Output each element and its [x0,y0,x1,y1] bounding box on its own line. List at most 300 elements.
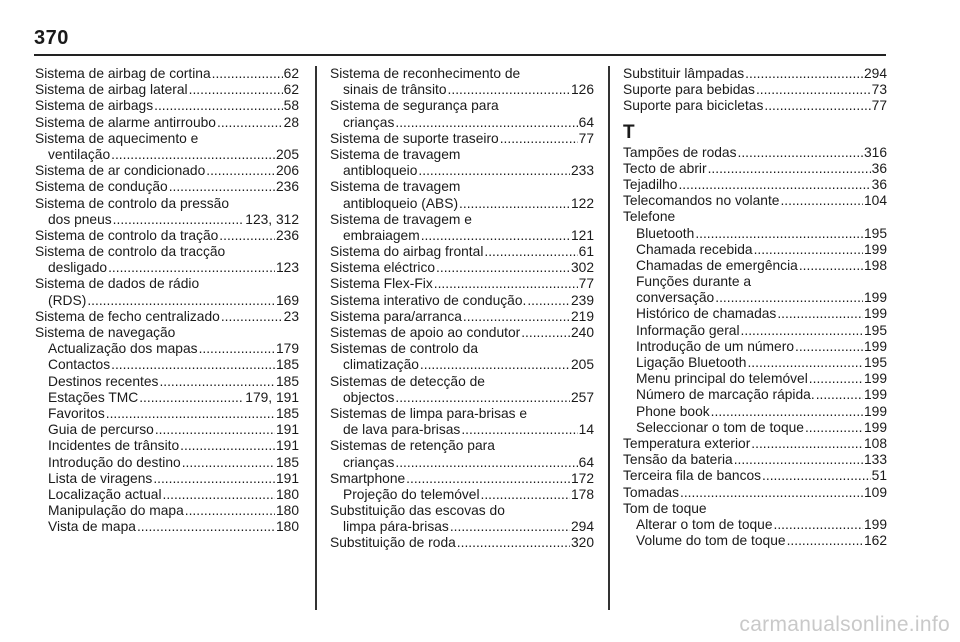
index-entry [35,357,299,373]
entry-term: Sistema de controlo da pressão [35,195,230,211]
entry-term: crianças [343,114,395,130]
dot-leader [764,98,870,114]
entry-page-ref: 123 [275,260,299,276]
dot-leader [708,161,871,177]
index-entry [35,212,299,228]
entry-page-ref: 77 [871,98,887,114]
entry-term: Sistema de navegação [35,325,176,340]
entry-page-ref: 23 [283,308,299,324]
entry-page-ref: 236 [275,179,299,195]
entry-term: Substituir lâmpadas [623,66,745,81]
index-entry [623,66,887,82]
entry-term: Sistema de airbags [35,98,154,114]
entry-term: Sistemas de apoio ao condutor [330,325,521,340]
entry-page-ref: 133 [863,452,887,468]
entry-page-ref: 14 [578,422,594,438]
dot-leader [153,471,275,487]
dot-leader [111,357,275,373]
entry-page-ref: 64 [578,454,594,470]
entry-page-ref: 36 [871,176,887,192]
index-entry [623,404,887,420]
index-heading [35,325,299,341]
entry-term: Sistema Flex-Fix [330,276,433,292]
entry-term: Sistema de travagem e [330,211,472,227]
entry-page-ref: 108 [863,435,887,451]
entry-page-ref: 77 [578,276,594,292]
index-entry [623,420,887,436]
entry-term: Menu principal do telemóvel [636,371,808,387]
entry-page-ref: 198 [863,257,887,273]
entry-page-ref: 126 [570,82,594,98]
column-divider [315,66,317,610]
entry-page-ref: 195 [863,322,887,338]
index-entry [35,341,299,357]
dot-leader [185,503,275,519]
dot-leader [420,357,570,373]
dot-leader [406,471,570,487]
entry-term: Sistemas de controlo da [330,341,479,357]
dot-leader [459,196,570,212]
dot-leader [777,306,863,322]
entry-term: Telecomandos no volante [623,193,780,209]
dot-leader [169,179,275,195]
entry-page-ref: 199 [863,419,887,435]
entry-term: ventilação [48,146,111,162]
index-entry [623,145,887,161]
index-entry [35,471,299,487]
entry-page-ref: 191 [275,470,299,486]
index-entry [330,131,594,147]
index-heading [330,179,594,195]
entry-page-ref: 172 [570,470,594,486]
entry-page-ref: 73 [871,82,887,98]
dot-leader [816,387,863,403]
index-entry [330,471,594,487]
entry-term: Sistema de dados de rádio [35,276,200,292]
entry-term: Actualização dos mapas [48,341,198,357]
entry-term: Sistema de controlo da tracção [35,244,226,260]
dot-leader [747,355,863,371]
entry-page-ref: 104 [863,193,887,209]
entry-page-ref: 219 [570,308,594,324]
entry-term: dos pneus [48,211,112,227]
entry-term: Volume do tom de toque [636,533,786,549]
dot-leader [715,290,863,306]
entry-page-ref: 199 [863,338,887,354]
entry-page-ref: 180 [275,519,299,535]
entry-term: Sistema de airbag lateral [35,82,188,98]
index-column-1 [35,66,299,535]
entry-term: Incidentes de trânsito [48,438,180,454]
dot-leader [484,244,577,260]
index-entry [35,487,299,503]
entry-page-ref: 205 [570,357,594,373]
entry-term: Favoritos [48,405,105,421]
index-entry [330,82,594,98]
entry-page-ref: 36 [871,160,887,176]
entry-term: sinais de trânsito [343,82,447,98]
dot-leader [751,436,863,452]
entry-page-ref: 199 [863,371,887,387]
entry-term: de lava para-brisas [343,422,461,438]
entry-term: Tom de toque [623,500,707,516]
entry-page-ref: 206 [275,163,299,179]
entry-term: limpa pára-brisas [343,519,449,535]
index-entry [623,387,887,403]
entry-term: Suporte para bebidas [623,82,755,98]
index-entry [623,517,887,533]
index-column-3 [623,66,887,549]
page-number: 370 [34,27,69,49]
dot-leader [754,242,863,258]
entry-term: embraiagem [343,227,420,243]
entry-term: Bluetooth [636,225,695,241]
dot-leader [809,371,863,387]
dot-leader [450,519,570,535]
entry-term: Sistema de alarme antirroubo [35,114,216,130]
index-entry [35,115,299,131]
dot-leader [395,115,577,131]
index-heading [330,503,594,519]
dot-leader [212,66,283,82]
index-entry [35,179,299,195]
entry-term: objectos [343,389,395,405]
index-entry [35,163,299,179]
index-heading [330,147,594,163]
index-entry [35,147,299,163]
entry-page-ref: 180 [275,486,299,502]
index-entry [35,374,299,390]
entry-term: Sistemas de retenção para [330,438,495,454]
entry-page-ref: 320 [570,535,594,551]
entry-term: Sistema de aquecimento e [35,130,199,146]
dot-leader [154,98,283,114]
index-entry [35,66,299,82]
entry-term: Vista de mapa [48,519,136,535]
dot-leader [137,519,275,535]
entry-term: Lista de viragens [48,470,153,486]
entry-term: Sistema de segurança para [330,98,499,114]
dot-leader [745,66,863,82]
dot-leader [395,390,570,406]
dot-leader [199,341,275,357]
entry-page-ref: 199 [863,516,887,532]
index-heading [330,212,594,228]
index-entry [623,468,887,484]
entry-term: Sistema de travagem [330,146,461,162]
dot-leader [461,422,577,438]
dot-leader [695,226,863,242]
index-heading [35,244,299,260]
index-entry [623,98,887,114]
entry-page-ref: 199 [863,403,887,419]
entry-page-ref: 191 [275,438,299,454]
dot-leader [206,163,275,179]
dot-leader [139,390,244,406]
entry-page-ref: 302 [570,260,594,276]
dot-leader [448,82,570,98]
dot-leader [805,420,863,436]
index-entry [35,309,299,325]
entry-page-ref: 316 [863,144,887,160]
entry-page-ref: 233 [570,163,594,179]
entry-page-ref: 62 [283,66,299,81]
dot-leader [787,533,863,549]
index-heading [330,406,594,422]
entry-page-ref: 58 [283,98,299,114]
index-heading [623,501,887,517]
entry-term: Sistema interativo de condução. [330,292,527,308]
entry-term: Estações TMC [48,389,139,405]
index-entry [330,228,594,244]
entry-page-ref: 61 [578,244,594,260]
dot-leader [180,438,275,454]
entry-term: Tomadas [623,484,679,500]
entry-term: Contactos [48,357,111,373]
index-entry [623,82,887,98]
entry-page-ref: 185 [275,357,299,373]
dot-leader [711,404,863,420]
entry-page-ref: 64 [578,114,594,130]
entry-term: Sistema de controlo da tração [35,227,219,243]
index-entry [623,290,887,306]
dot-leader [217,115,283,131]
index-entry [623,161,887,177]
section-letter: T [623,121,635,143]
dot-leader [734,452,863,468]
entry-page-ref: 180 [275,503,299,519]
index-entry [35,422,299,438]
entry-page-ref: 294 [570,519,594,535]
dot-leader [113,212,245,228]
entry-page-ref: 195 [863,355,887,370]
index-entry [623,436,887,452]
index-entry [330,196,594,212]
index-entry [623,258,887,274]
dot-leader [108,260,275,276]
dot-leader [738,145,863,161]
entry-term: antibloqueio [343,163,418,179]
entry-page-ref: 179 [275,341,299,357]
entry-term: Projeção do telemóvel [343,486,480,502]
index-entry [330,115,594,131]
index-column-2 [330,66,594,552]
entry-term: Phone book [636,403,710,419]
dot-leader [741,323,863,339]
dot-leader [436,260,570,276]
index-entry [330,390,594,406]
index-entry [35,260,299,276]
dot-leader [106,406,275,422]
entry-term: Funções durante a [636,274,752,290]
entry-page-ref: 62 [283,82,299,98]
index-entry [35,82,299,98]
entry-term: Guia de percurso [48,422,154,438]
index-entry [623,339,887,355]
entry-page-ref: 199 [863,290,887,306]
index-entry [623,533,887,549]
entry-term: Telefone [623,209,676,225]
dot-leader [395,455,577,471]
entry-term: Sistema de suporte traseiro [330,130,499,146]
dot-leader [799,258,863,274]
entry-page-ref: 205 [275,146,299,162]
dot-leader [680,485,863,501]
index-entry [330,487,594,503]
index-entry [623,306,887,322]
entry-page-ref: 179, 191 [245,389,299,405]
dot-leader [762,468,871,484]
entry-term: Substituição das escovas do [330,503,505,519]
dot-leader [481,487,570,503]
entry-page-ref: 122 [570,195,594,211]
column-divider [608,66,610,610]
index-heading [623,209,887,225]
dot-leader [774,517,863,533]
dot-leader [418,163,570,179]
entry-term: Número de marcação rápida. [636,387,815,403]
dot-leader [182,455,275,471]
entry-term: Sistema de fecho centralizado [35,308,220,324]
entry-page-ref: 257 [570,389,594,405]
dot-leader [159,374,275,390]
index-heading [330,438,594,454]
dot-leader [189,82,283,98]
index-entry [35,293,299,309]
index-entry [623,323,887,339]
entry-term: antibloqueio (ABS) [343,195,459,211]
entry-term: Destinos recentes [48,373,159,389]
index-heading [330,341,594,357]
entry-term: Sistemas de limpa para-brisas e [330,405,528,421]
index-entry [330,163,594,179]
index-entry [330,422,594,438]
dot-leader [111,147,275,163]
entry-term: Sistema eléctrico [330,260,436,276]
index-entry [330,244,594,260]
entry-term: Introdução do destino [48,454,181,470]
dot-leader [219,228,275,244]
dot-leader [155,422,275,438]
entry-term: Sistema de travagem [330,179,461,195]
index-entry [623,452,887,468]
index-entry [330,519,594,535]
index-entry [330,309,594,325]
index-entry [35,438,299,454]
dot-leader [457,535,570,551]
index-entry [623,193,887,209]
entry-page-ref: 195 [863,225,887,241]
entry-term: Introdução de um número [636,338,794,354]
entry-page-ref: 199 [863,387,887,403]
entry-term: Sistema de reconhecimento de [330,66,521,81]
dot-leader [434,276,578,292]
index-heading [330,66,594,82]
entry-page-ref: 199 [863,306,887,322]
entry-page-ref: 51 [871,468,887,484]
index-entry [623,226,887,242]
entry-term: Sistemas de detecção de [330,373,485,389]
index-heading [35,131,299,147]
dot-leader [780,193,863,209]
entry-term: crianças [343,454,395,470]
index-entry [623,177,887,193]
index-entry [623,371,887,387]
entry-term: Sistema de airbag de cortina [35,66,211,81]
entry-term: Seleccionar o tom de toque [636,419,804,435]
entry-page-ref: 185 [275,373,299,389]
index-entry [623,485,887,501]
index-heading [330,98,594,114]
index-entry [35,228,299,244]
entry-page-ref: 185 [275,405,299,421]
entry-page-ref: 169 [275,292,299,308]
dot-leader [163,487,275,503]
index-heading [330,374,594,390]
entry-page-ref: 121 [570,227,594,243]
index-entry [330,455,594,471]
dot-leader [795,339,863,355]
index-entry [35,390,299,406]
dot-leader [521,325,570,341]
entry-term: Sistema de condução [35,179,168,195]
index-entry [623,355,887,371]
header-rule [34,54,886,56]
entry-term: Substituição de roda [330,535,456,551]
entry-page-ref: 191 [275,422,299,438]
entry-term: Chamadas de emergência [636,257,798,273]
entry-term: Sistema para/arranca [330,308,462,324]
entry-page-ref: 240 [570,325,594,340]
entry-page-ref: 123, 312 [245,211,299,227]
dot-leader [221,309,283,325]
index-entry [35,519,299,535]
entry-term: Histórico de chamadas [636,306,777,322]
entry-page-ref: 178 [570,486,594,502]
entry-term: Suporte para bicicletas [623,98,764,114]
entry-term: Ligação Bluetooth [636,355,747,370]
index-entry [330,276,594,292]
entry-term: Tampões de rodas [623,144,737,160]
entry-page-ref: 236 [275,227,299,243]
index-entry [330,325,594,341]
watermark: carmanualsonline.info [739,613,950,636]
dot-leader [500,131,578,147]
dot-leader [421,228,570,244]
entry-term: Manipulação do mapa [48,503,184,519]
dot-leader [756,82,871,98]
index-entry [623,242,887,258]
index-heading [35,276,299,292]
entry-term: Temperatura exterior [623,435,751,451]
index-heading [623,274,887,290]
entry-term: (RDS) [48,292,87,308]
entry-page-ref: 162 [863,533,887,549]
entry-page-ref: 109 [863,484,887,500]
entry-term: conversação [636,290,715,306]
entry-term: climatização [343,357,419,373]
entry-page-ref: 199 [863,241,887,257]
entry-page-ref: 239 [570,292,594,308]
entry-term: Tensão da bateria [623,452,733,468]
index-entry [330,357,594,373]
entry-term: Chamada recebida [636,241,753,257]
index-entry [35,455,299,471]
entry-term: Sistema de ar condicionado [35,163,206,179]
dot-leader [527,293,570,309]
dot-leader [678,177,870,193]
dot-leader [87,293,275,309]
